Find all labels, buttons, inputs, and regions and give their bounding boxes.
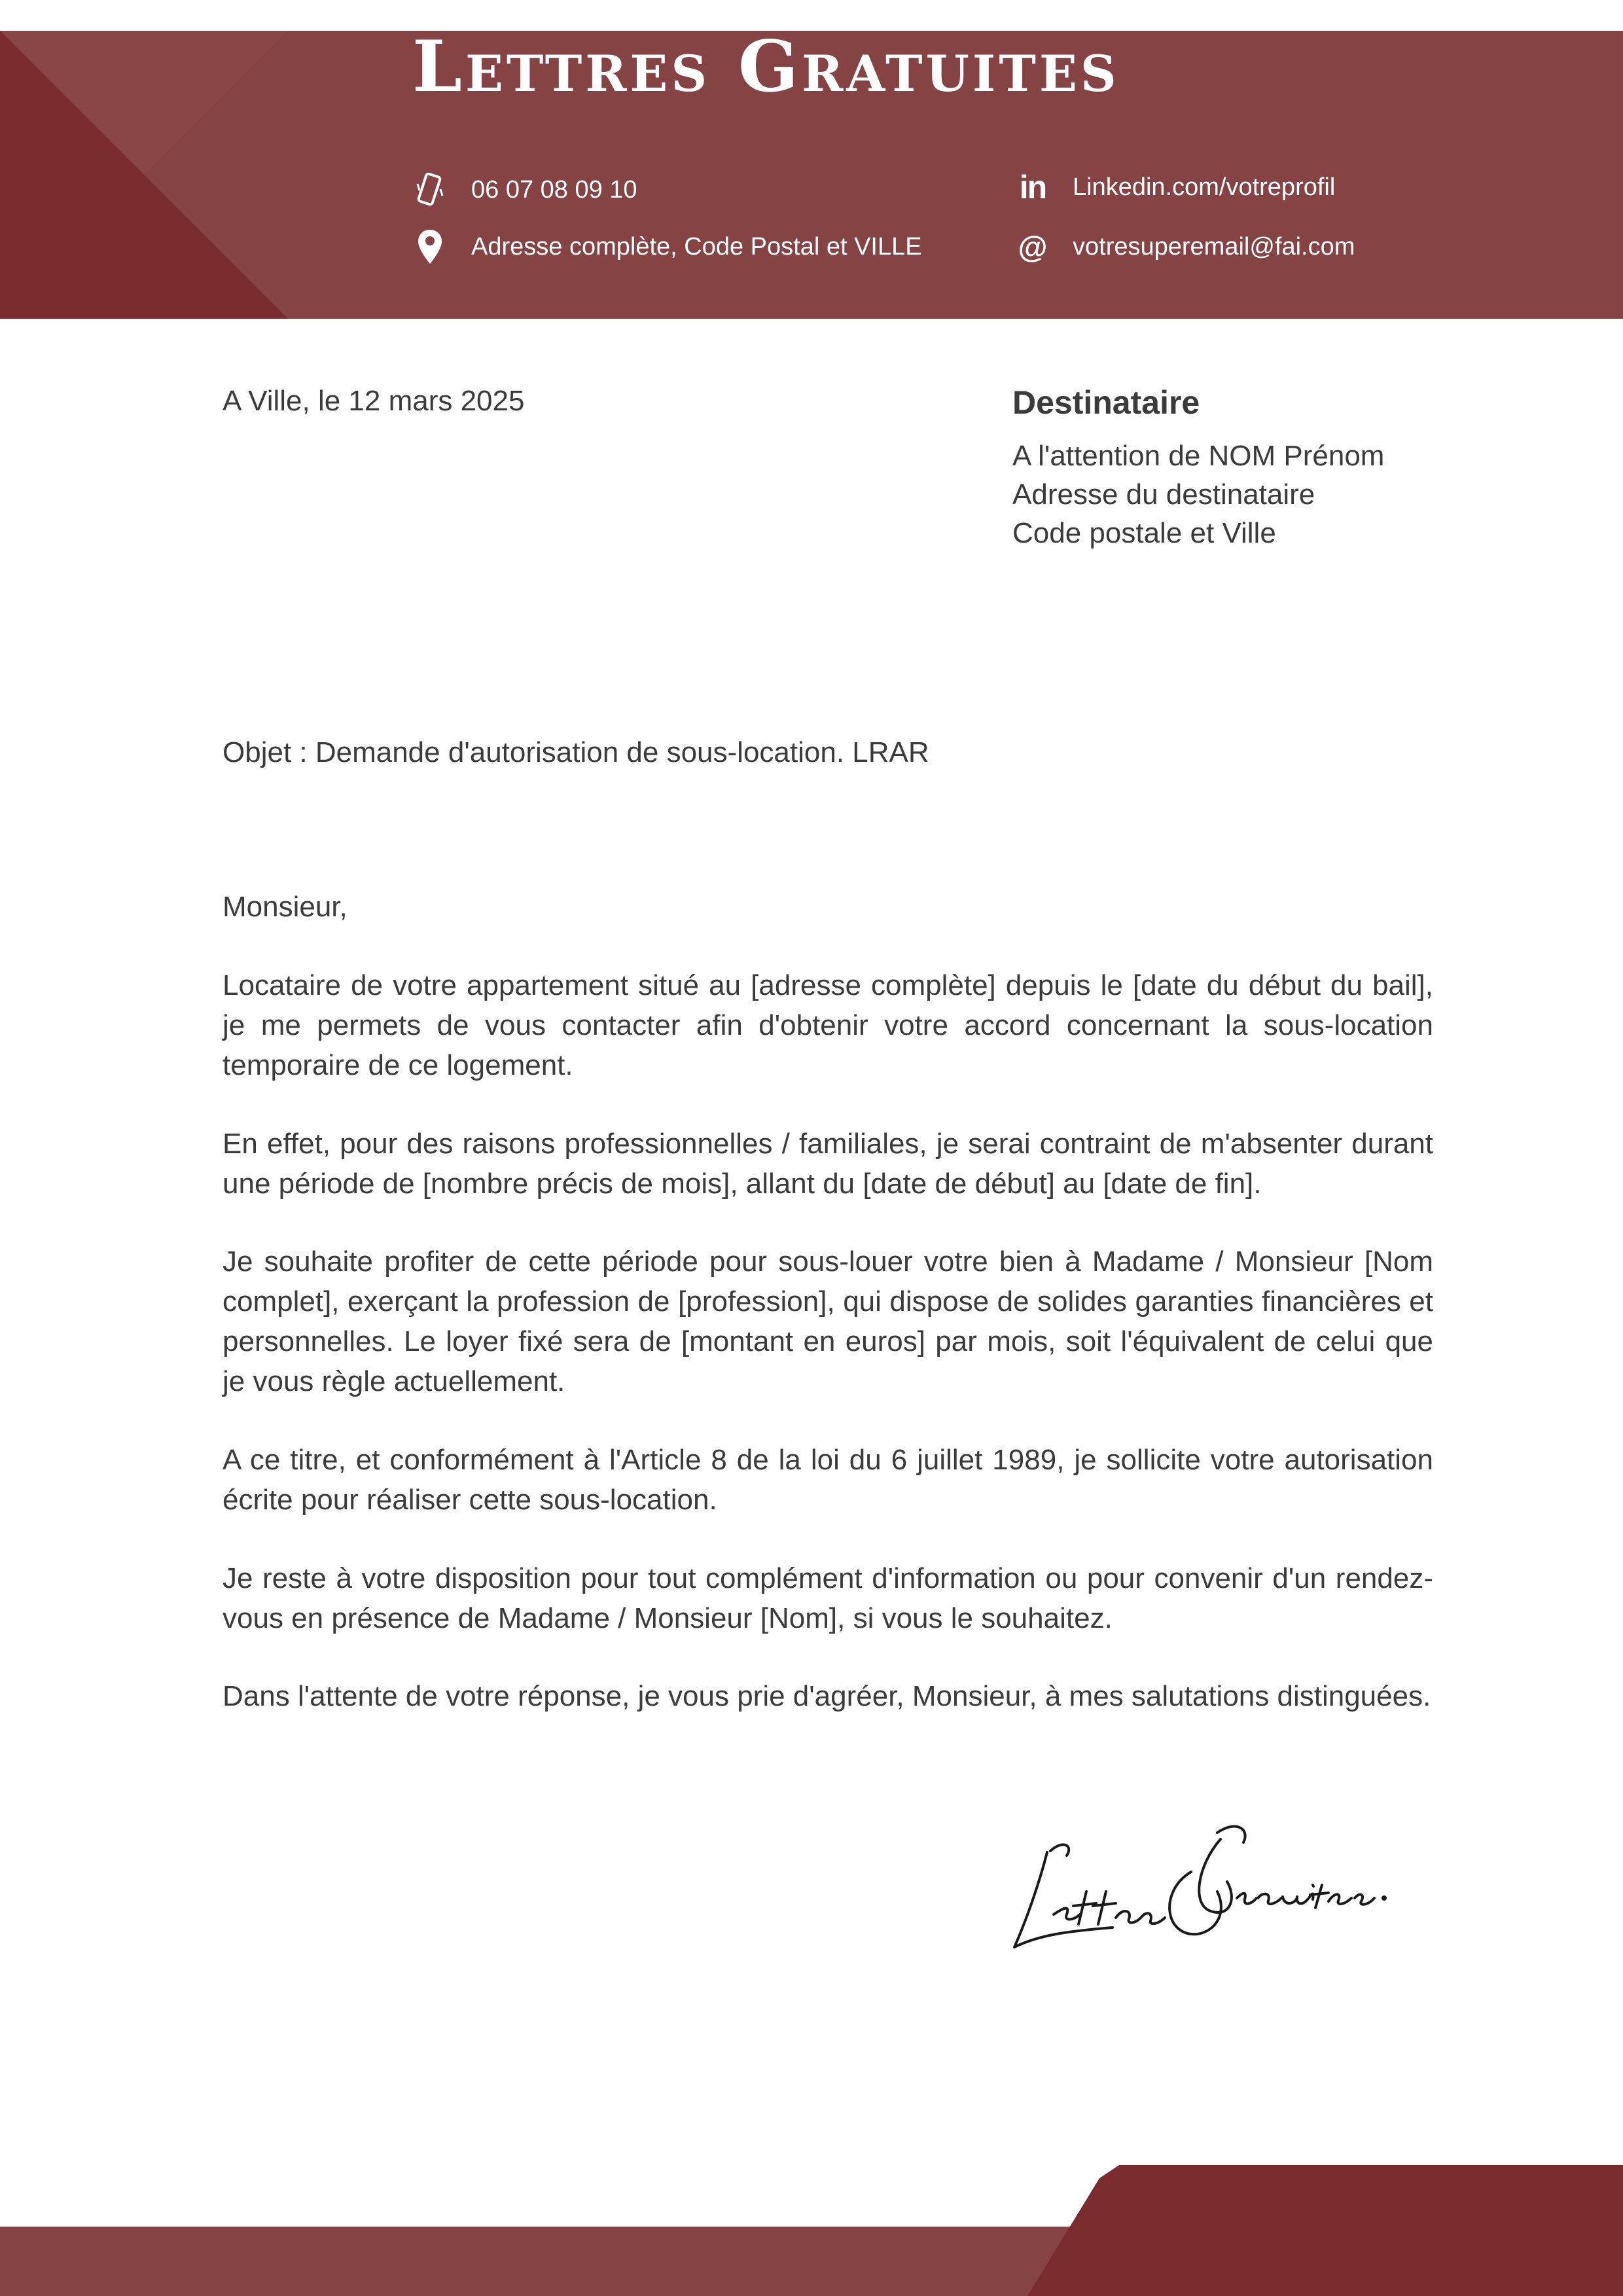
body-paragraph: A ce titre, et conformément à l'Article 8 de la loi du 6 juillet 1989, je sollicite votre autorisation écrite pour réaliser cette sous-location.: [223, 1444, 1433, 1516]
letter-greeting: Monsieur,: [223, 891, 348, 923]
recipient-block: [1012, 382, 1384, 552]
contact-phone: [414, 171, 637, 208]
footer-band-accent: [1027, 2165, 1623, 2296]
location-pin-icon: [414, 228, 446, 265]
body-paragraph: Je reste à votre disposition pour tout complément d'information ou pour convenir d'un rendez-vous en présence de Madame / Monsieur [Nom], si vous le souhaitez.: [223, 1562, 1433, 1634]
letter-subject: Objet : Demande d'autorisation de sous-location. LRAR: [223, 736, 929, 768]
at-icon: @: [1018, 230, 1048, 264]
contact-email: [1016, 228, 1355, 265]
body-paragraph: Locataire de votre appartement situé au [adresse complète] depuis le [date du début du bail], je me permets de vous contacter afin d'obtenir votre accord concernant la sous-location temporaire de ce logement.: [223, 969, 1433, 1081]
letter-date: A Ville, le 12 mars 2025: [223, 385, 525, 417]
phone-number: 06 07 08 09 10: [471, 175, 637, 204]
recipient-name: A l'attention de NOM Prénom: [1012, 440, 1385, 472]
handwritten-signature: [1001, 1793, 1394, 1964]
body-paragraph: Dans l'attente de votre réponse, je vous prie d'agréer, Monsieur, à mes salutations distinguées.: [223, 1680, 1431, 1712]
linkedin-url[interactable]: Linkedin.com/votreprofil: [1073, 173, 1336, 201]
contact-address: [414, 228, 922, 265]
recipient-address: Adresse du destinataire: [1012, 478, 1315, 511]
brand-name: Lettres Gratuites: [412, 26, 1120, 108]
contact-linkedin: [1016, 169, 1335, 206]
postal-address: Adresse complète, Code Postal et VILLE: [471, 232, 922, 260]
linkedin-icon: in: [1019, 169, 1046, 206]
body-paragraph: En effet, pour des raisons professionnelles / familiales, je serai contraint de m'absenter durant une période de [nombre précis de mois], allant du [date de début] au [date de fin].: [223, 1128, 1433, 1200]
recipient-city: Code postale et Ville: [1012, 517, 1276, 549]
decorative-triangle-dark: [0, 31, 288, 319]
phone-icon: [414, 171, 446, 208]
email-address[interactable]: votresuperemail@fai.com: [1073, 232, 1355, 260]
body-paragraph: Je souhaite profiter de cette période pour sous-louer votre bien à Madame / Monsieur [Nom complet], exerçant la profession de [profession], qui dispose de solides garanties financières et personnelles. Le loyer fixé sera de [montant en euros] par mois, soit l'équivalent de celui que je vous règle actuellement.: [223, 1246, 1433, 1397]
recipient-title: Destinataire: [1012, 384, 1200, 421]
